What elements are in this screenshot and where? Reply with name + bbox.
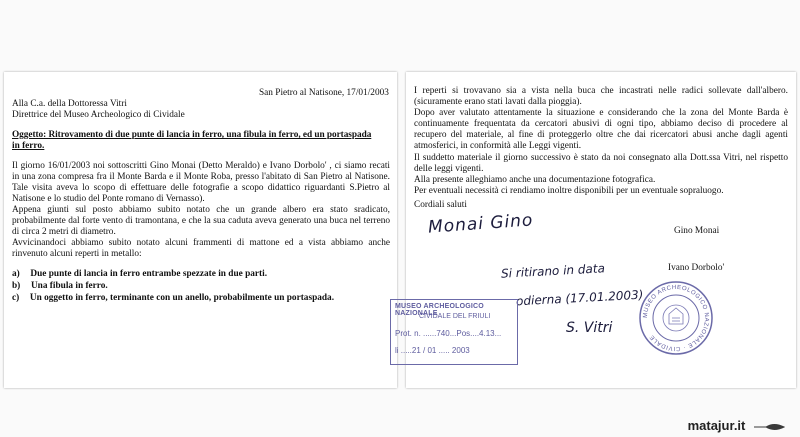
letter-page-1 xyxy=(4,72,397,388)
list-text: Una fibula in ferro. xyxy=(30,281,108,291)
body-paragraph: Appena giunti sul posto abbiamo subito notato che un grande albero era stato sradicato, probabilmente dal forte vento di tramontana, e che la sua caduta aveva generato una buca nel terreno di circa 2 metri di diametro. xyxy=(12,205,390,238)
stamp-subtitle: CIVIDALE DEL FRIULI xyxy=(419,313,491,320)
list-item xyxy=(12,281,108,292)
closing: Cordiali saluti xyxy=(414,200,467,210)
body-paragraph: Per eventuali necessità ci rendiamo inoltre disponibili per un eventuale sopraluogo. xyxy=(414,186,724,196)
seal-text: MUSEO ARCHEOLOGICO NAZIONALE · CIVIDALE xyxy=(642,284,710,352)
signer-name: Ivano Dorbolo' xyxy=(668,263,725,273)
place-date: San Pietro al Natisone, 17/01/2003 xyxy=(259,88,389,98)
body-paragraph: I reperti si trovavano sia a vista nella buca che incastrati nelle radici sollevate dall'albero. (sicuramente erano stati lavati dalla pioggia). xyxy=(414,86,788,108)
stamp-title: MUSEO ARCHEOLOGICO NAZIONALE xyxy=(395,303,484,317)
list-letter: b) xyxy=(12,281,21,291)
body-paragraph: Il giorno 16/01/2003 noi sottoscritti Gino Monai (Detto Meraldo) e Ivano Dorbolo' , ci siamo recati in una zona compresa fra il Monte Barda e il Monte Roba, presso l'abitato di San Pietro al Natisone. Tale visita aveva lo scopo di effettuare delle fotografie a scopo didattico riguardanti S.Pietro al Natisone e lo studio del Ponte romano di Vernasso). xyxy=(12,161,390,205)
museum-seal-icon xyxy=(638,280,714,356)
recipient-title: Direttrice del Museo Archeologico di Cividale xyxy=(12,110,185,120)
list-item xyxy=(12,269,267,280)
site-watermark xyxy=(688,418,786,433)
body-paragraph: Dopo aver valutato attentamente la situazione e considerando che la zona del Monte Barda è continuamente frequentata da cercatori abusivi di ogni tipo, abbiamo deciso di procedere al recupero del materiale, al fine di proteggerlo oltre che dai ricercatori abusi anche dagli agenti atmosferici, in conformità alle Leggi vigenti. xyxy=(414,108,788,152)
signer-name: Gino Monai xyxy=(674,226,720,236)
stamp-date: li .....21 / 01 ..... 2003 xyxy=(395,346,470,355)
list-item xyxy=(12,293,334,304)
subject-line-cont: in ferro. xyxy=(12,141,45,151)
signature-gino-monai: Monai Gino xyxy=(427,210,535,238)
stamp-protocol: Prot. n. ......740...Pos....4.13... xyxy=(395,329,502,338)
protocol-stamp xyxy=(390,299,518,365)
list-letter: a) xyxy=(12,269,20,279)
recipient-line: Alla C.a. della Dottoressa Vitri xyxy=(12,99,127,109)
body-paragraph: Avvicinandoci abbiamo subito notato alcuni frammenti di mattone ed a vista abbiamo anche rinvenuto alcuni reperti in metallo: xyxy=(12,238,390,260)
round-stamp xyxy=(638,280,714,356)
handwritten-note: Si ritirano in data xyxy=(500,261,606,281)
list-text: Due punte di lancia in ferro entrambe spezzate in due parti. xyxy=(30,269,268,279)
list-text: Un oggetto in ferro, terminante con un anello, probabilmente un portaspada. xyxy=(29,293,335,303)
list-letter: c) xyxy=(12,293,20,303)
body-paragraph: Alla presente alleghiamo anche una documentazione fotografica. xyxy=(414,175,656,185)
handwritten-note: odierna (17.01.2003) xyxy=(515,287,644,309)
subject-line: Oggetto: Ritrovamento di due punte di lancia in ferro, una fibula in ferro, ed un portaspada xyxy=(12,130,372,140)
site-name: matajur.it xyxy=(687,418,746,433)
signature-vitri: S. Vitri xyxy=(566,320,613,336)
body-paragraph: Il suddetto materiale il giorno successivo è stato da noi consegnato alla Dott.ssa Vitri, nel rispetto delle leggi vigenti. xyxy=(414,153,788,175)
spearhead-icon xyxy=(752,421,786,433)
